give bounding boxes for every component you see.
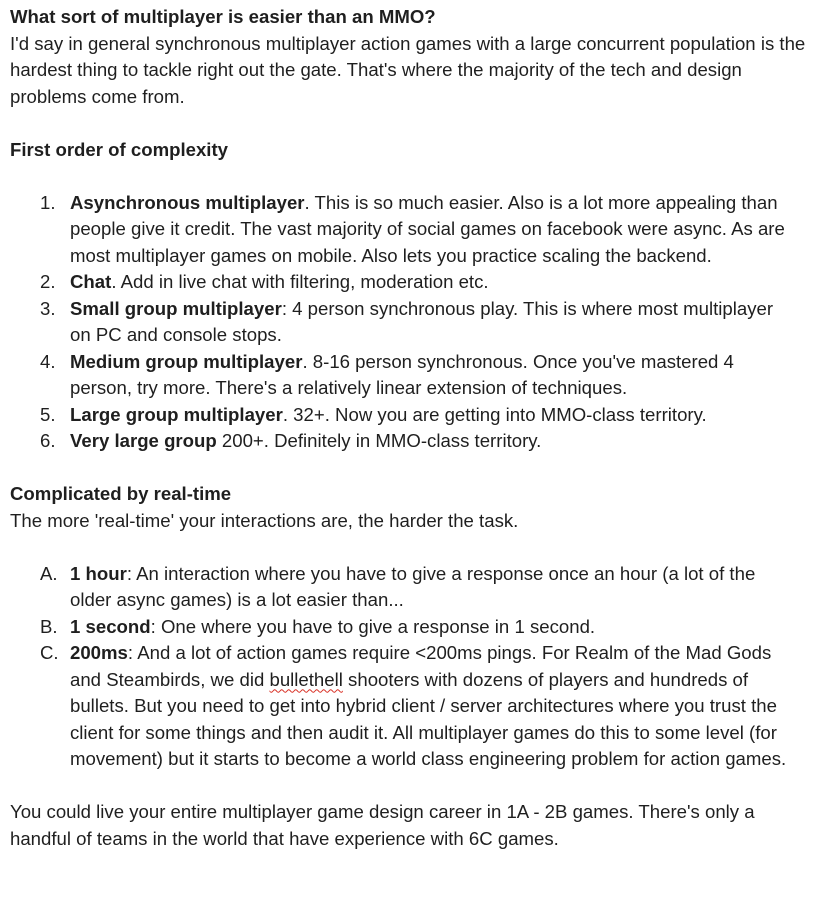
- list-item: [10, 296, 816, 349]
- list-item-text: shooters with dozens of players and hundreds of bullets. But you need to get into hybrid client / server architectures where you trust the client for some things and then audit it. All multiplayer games do this to some level (for movement) but it starts to become a world class engineering problem for action games.: [70, 668, 787, 769]
- blank-line: [10, 455, 816, 482]
- list-marker: B.: [40, 615, 58, 637]
- blank-line: [10, 163, 816, 190]
- section-heading-complexity: First order of complexity: [10, 138, 229, 160]
- list-item-term: Medium group multiplayer: [70, 350, 303, 372]
- conclusion-paragraph: You could live your entire multiplayer game design career in 1A - 2B games. There's only a handful of teams in the world that have experience with 6C games.: [10, 801, 755, 849]
- list-marker: C.: [40, 642, 59, 663]
- list-marker: 3.: [40, 297, 56, 319]
- list-item: [10, 614, 816, 641]
- complexity-list: [10, 190, 816, 455]
- list-marker: 4.: [40, 350, 56, 372]
- list-item-term: Large group multiplayer: [70, 403, 283, 425]
- blank-line: [10, 534, 816, 561]
- list-item-text: . This is so much easier. Also is a lot more appealing than people give it credit. The vast majority of social games on facebook were async. As are most multiplayer games on mobile. Also lets you practice scaling the backend.: [70, 191, 785, 266]
- list-item-text: : One where you have to give a response in 1 second.: [150, 615, 596, 637]
- list-item: [10, 402, 816, 429]
- list-marker: 1.: [40, 191, 56, 213]
- list-item-text: : And a lot of action games require <200ms pings. For Realm of the Mad Gods and Steambirds, we did: [70, 642, 772, 690]
- blank-line: [10, 773, 816, 800]
- list-item-term: Very large group: [70, 430, 217, 451]
- section-heading-realtime: Complicated by real-time: [10, 483, 232, 504]
- realtime-list: [10, 561, 816, 773]
- list-item-text: . Add in live chat with filtering, moderation etc.: [111, 271, 489, 292]
- document-title: What sort of multiplayer is easier than an MMO?: [10, 6, 436, 27]
- list-item: [10, 349, 816, 402]
- list-marker: 2.: [40, 271, 56, 292]
- list-item-text: : An interaction where you have to give a response once an hour (a lot of the older async games) is a lot easier than...: [70, 562, 756, 610]
- intro-paragraph: I'd say in general synchronous multiplayer action games with a large concurrent population is the hardest thing to tackle right out the gate. That's where the majority of the tech and design problems come from.: [10, 32, 806, 107]
- list-item: [10, 561, 816, 614]
- list-item-term: Chat: [70, 271, 112, 292]
- list-item-term: 200ms: [70, 642, 128, 663]
- list-marker: A.: [40, 562, 58, 584]
- list-item-text: : 4 person synchronous play. This is where most multiplayer on PC and console stops.: [70, 297, 774, 345]
- list-item: [10, 428, 816, 455]
- blank-line: [10, 110, 816, 137]
- list-item-term: 1 hour: [70, 562, 127, 584]
- list-item-term: Small group multiplayer: [70, 297, 282, 319]
- list-item: [10, 190, 816, 270]
- list-item-term: Asynchronous multiplayer: [70, 191, 305, 213]
- list-item-text: . 8-16 person synchronous. Once you've mastered 4 person, try more. There's a relatively linear extension of techniques.: [70, 350, 734, 398]
- list-item-text: . 32+. Now you are getting into MMO-class territory.: [282, 403, 707, 425]
- list-marker: 5.: [40, 403, 56, 425]
- list-marker: 6.: [40, 430, 56, 451]
- list-item: [10, 269, 816, 296]
- misspelled-word[interactable]: bullethell: [269, 668, 343, 690]
- list-item-text: 200+. Definitely in MMO-class territory.: [216, 430, 542, 451]
- realtime-intro: The more 'real-time' your interactions are, the harder the task.: [10, 509, 519, 531]
- list-item: [10, 640, 816, 773]
- list-item-term: 1 second: [70, 615, 151, 637]
